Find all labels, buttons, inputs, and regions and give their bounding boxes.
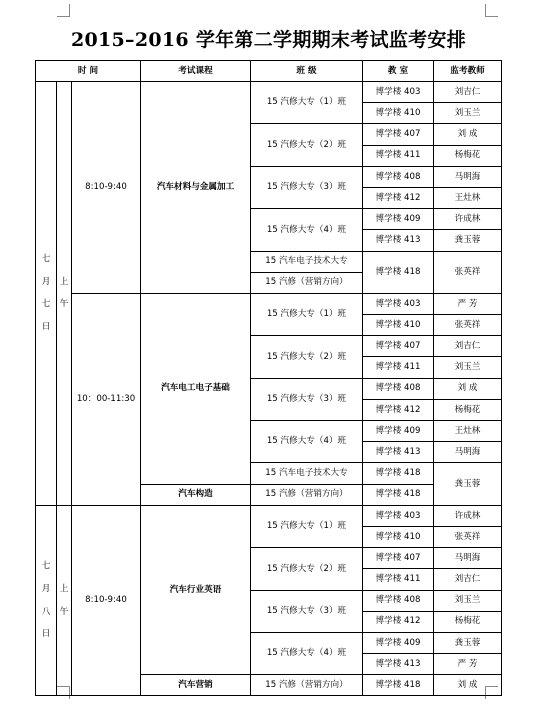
time-cell: 8:10-9:40 [72,505,141,696]
teacher-cell: 刘吉仁 [434,82,502,103]
exam-schedule-table [35,60,502,696]
room-cell: 博学楼 408 [363,166,434,187]
period-cell-day2: 上 午 [57,505,72,696]
room-cell: 博学楼 418 [363,463,434,484]
class-cell: 15 汽修大专（3）班 [251,166,363,208]
period-cell-day1: 上 午 [57,82,72,506]
room-cell: 博学楼 411 [363,145,434,166]
room-cell: 博学楼 412 [363,399,434,420]
teacher-cell: 龚玉蓉 [434,463,502,505]
room-cell: 博学楼 408 [363,590,434,611]
teacher-cell: 刘 成 [434,378,502,399]
class-cell: 15 汽修大专（4）班 [251,632,363,674]
teacher-cell: 刘吉仁 [434,569,502,590]
teacher-cell: 许成林 [434,209,502,230]
course-cell: 汽车材料与金属加工 [141,82,251,294]
teacher-cell: 刘玉兰 [434,103,502,124]
room-cell: 博学楼 409 [363,421,434,442]
class-cell: 15 汽修大专（2）班 [251,336,363,378]
teacher-cell: 刘玉兰 [434,357,502,378]
time-cell: 10：00-11:30 [72,293,141,505]
class-cell: 15 汽修大专（2）班 [251,548,363,590]
table-row [36,82,502,103]
room-cell: 博学楼 407 [363,336,434,357]
course-cell: 汽车营销 [141,675,251,696]
teacher-cell: 马明海 [434,442,502,463]
date-cell-day2: 七 月 八 日 [36,505,57,696]
teacher-cell: 刘吉仁 [434,336,502,357]
class-cell: 15 汽修大专（3）班 [251,378,363,420]
time-cell: 8:10-9:40 [72,82,141,294]
header-time: 时 间 [36,61,141,82]
header-course: 考试课程 [141,61,251,82]
teacher-cell: 严 芳 [434,293,502,314]
room-cell: 博学楼 411 [363,357,434,378]
teacher-cell: 刘玉兰 [434,590,502,611]
room-cell: 博学楼 403 [363,82,434,103]
room-cell: 博学楼 409 [363,209,434,230]
room-cell: 博学楼 407 [363,548,434,569]
teacher-cell: 杨梅花 [434,611,502,632]
class-cell: 15 汽修（营销方向） [251,272,363,293]
room-cell: 博学楼 409 [363,632,434,653]
room-cell: 博学楼 410 [363,103,434,124]
room-cell: 博学楼 418 [363,251,434,293]
teacher-cell: 许成林 [434,505,502,526]
teacher-cell: 张英祥 [434,251,502,293]
teacher-cell: 王灶林 [434,421,502,442]
table-row [36,293,502,314]
room-cell: 博学楼 407 [363,124,434,145]
class-cell: 15 汽修（营销方向） [251,675,363,696]
room-cell: 博学楼 408 [363,378,434,399]
teacher-cell: 王灶林 [434,187,502,208]
teacher-cell: 杨梅花 [434,399,502,420]
class-cell: 15 汽修大专（1）班 [251,505,363,547]
room-cell: 博学楼 418 [363,675,434,696]
class-cell: 15 汽修大专（4）班 [251,209,363,251]
class-cell: 15 汽车电子技术大专 [251,463,363,484]
course-cell: 汽车构造 [141,484,251,505]
table-row [36,505,502,526]
crop-mark-top-right [485,4,498,17]
room-cell: 博学楼 403 [363,505,434,526]
header-class: 班 级 [251,61,363,82]
room-cell: 博学楼 412 [363,187,434,208]
room-cell: 博学楼 413 [363,654,434,675]
header-invigilator: 监考教师 [434,61,502,82]
class-cell: 15 汽修大专（3）班 [251,590,363,632]
teacher-cell: 龚玉蓉 [434,230,502,251]
teacher-cell: 张英祥 [434,315,502,336]
room-cell: 博学楼 410 [363,315,434,336]
class-cell: 15 汽修（营销方向） [251,484,363,505]
room-cell: 博学楼 413 [363,230,434,251]
class-cell: 15 汽修大专（1）班 [251,293,363,335]
teacher-cell: 张英祥 [434,526,502,547]
class-cell: 15 汽修大专（1）班 [251,82,363,124]
header-row [36,61,502,82]
room-cell: 博学楼 413 [363,442,434,463]
room-cell: 博学楼 412 [363,611,434,632]
teacher-cell: 杨梅花 [434,145,502,166]
header-room: 教 室 [363,61,434,82]
teacher-cell: 龚玉蓉 [434,632,502,653]
teacher-cell: 严 芳 [434,654,502,675]
class-cell: 15 汽修大专（2）班 [251,124,363,166]
room-cell: 博学楼 410 [363,526,434,547]
course-cell: 汽车行业英语 [141,505,251,675]
teacher-cell: 马明海 [434,548,502,569]
room-cell: 博学楼 403 [363,293,434,314]
class-cell: 15 汽车电子技术大专 [251,251,363,272]
teacher-cell: 刘 成 [434,124,502,145]
crop-mark-top-left [57,4,70,17]
course-cell: 汽车电工电子基础 [141,293,251,484]
teacher-cell: 马明海 [434,166,502,187]
room-cell: 博学楼 411 [363,569,434,590]
date-cell-day1: 七 月 七 日 [36,82,57,506]
class-cell: 15 汽修大专（4）班 [251,421,363,463]
room-cell: 博学楼 418 [363,484,434,505]
page-title: 2015–2016 学年第二学期期末考试监考安排 [70,29,467,51]
teacher-cell: 刘 成 [434,675,502,696]
